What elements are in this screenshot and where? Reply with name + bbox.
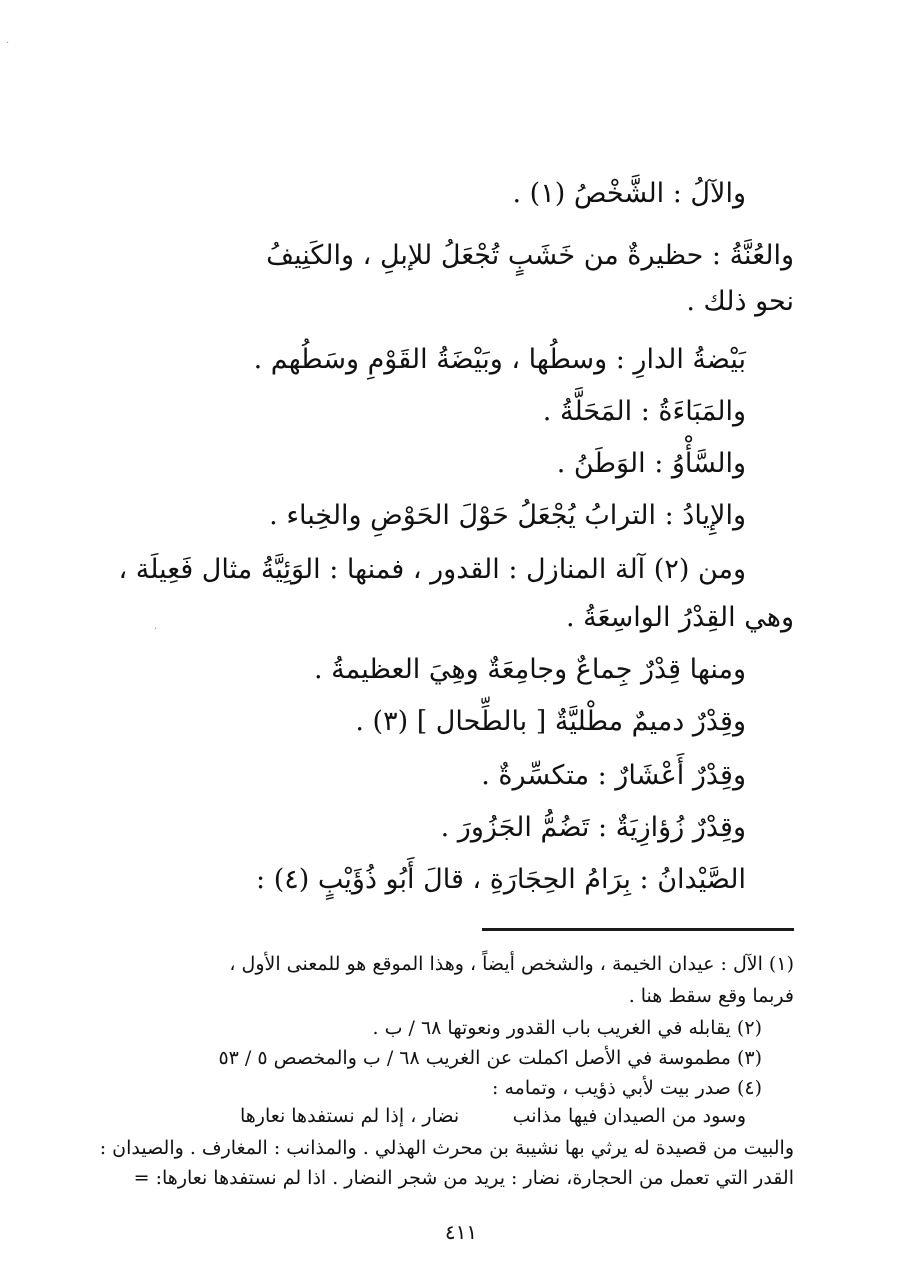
footnote-line: (٣) مطموسة في الأصل اكملت عن الغريب ٦٨ / ب والمخصص ٥ / ٥٣ [218, 1047, 762, 1069]
footnote-line: (٢) يقابله في الغريب باب القدور ونعوتها ٦٨ / ب . [372, 1017, 762, 1039]
text-line: وقِدْرٌ زُؤازِيَةٌ : تَضُمُّ الجَزُورَ . [440, 812, 746, 843]
text-line: والعُنَّةُ : حظيرةٌ من خَشَبٍ تُجْعَلُ للإبلِ ، والكَنِيفُ [266, 240, 794, 271]
footnote-line: (١) الآل : عيدان الخيمة ، والشخص أيضاً ، وهذا الموقع هو للمعنى الأول ، [229, 953, 794, 975]
text-line: بَيْضةُ الدارِ : وسطُها ، وبَيْضَةُ القَوْمِ وسَطُهم . [253, 344, 746, 375]
text-line: والإِيادُ : الترابُ يُجْعَلُ حَوْلَ الحَوْضِ والخِباء . [269, 500, 746, 531]
scan-mark: · [6, 38, 10, 49]
footnote-line: فربما وقع سقط هنا . [628, 985, 794, 1007]
text-line: وهي القِدْرُ الواسِعَةُ . [565, 602, 794, 633]
footnote-line: القدر التي تعمل من الحجارة، نضار : يريد من شجر النضار . اذا لم نستفدها نعارها: = [133, 1167, 794, 1189]
text-line: نحو ذلك . [686, 286, 794, 317]
text-line: وقِدْرٌ دميمٌ مطْليَّةٌ [ بالطِّحال ] (٣) . [355, 706, 746, 737]
text-line: وقِدْرٌ أَعْشَارٌ : متكسِّرةٌ . [481, 760, 746, 791]
text-line: الصَّيْدانُ : بِرَامُ الحِجَارَةِ ، قالَ أَبُو ذُؤَيْبٍ (٤) : [256, 864, 746, 895]
text-line: ومن (٢) آلة المنازل : القدور ، فمنها : الوَئِيَّةُ مثال فَعِيلَة ، [118, 554, 746, 585]
text-line: ومنها قِدْرٌ جِماعٌ وجامِعَةٌ وهِيَ العظيمةُ . [314, 654, 746, 685]
verse-second-hemistich: نضار ، إذا لم نستفدها نعارها [240, 1105, 460, 1127]
text-line: والمَبَاءَةُ : المَحَلَّةُ . [542, 396, 746, 427]
page-number: ٤١١ [444, 1220, 478, 1244]
scan-mark: · [154, 624, 158, 635]
footnote-line: والبيت من قصيدة له يرثي بها نشيبة بن محرث الهذلي . والمذانب : المغارف . والصيدان : [99, 1137, 794, 1159]
text-line: والآلُ : الشَّخْصُ (١) . [512, 178, 746, 209]
verse-first-hemistich: وسود من الصيدان فيها مذانب [512, 1105, 746, 1127]
footnote-separator [482, 928, 794, 931]
text-line: والسَّأْوُ : الوَطَنُ . [556, 448, 746, 479]
footnote-line: (٤) صدر بيت لأبي ذؤيب ، وتمامه : [492, 1077, 762, 1099]
